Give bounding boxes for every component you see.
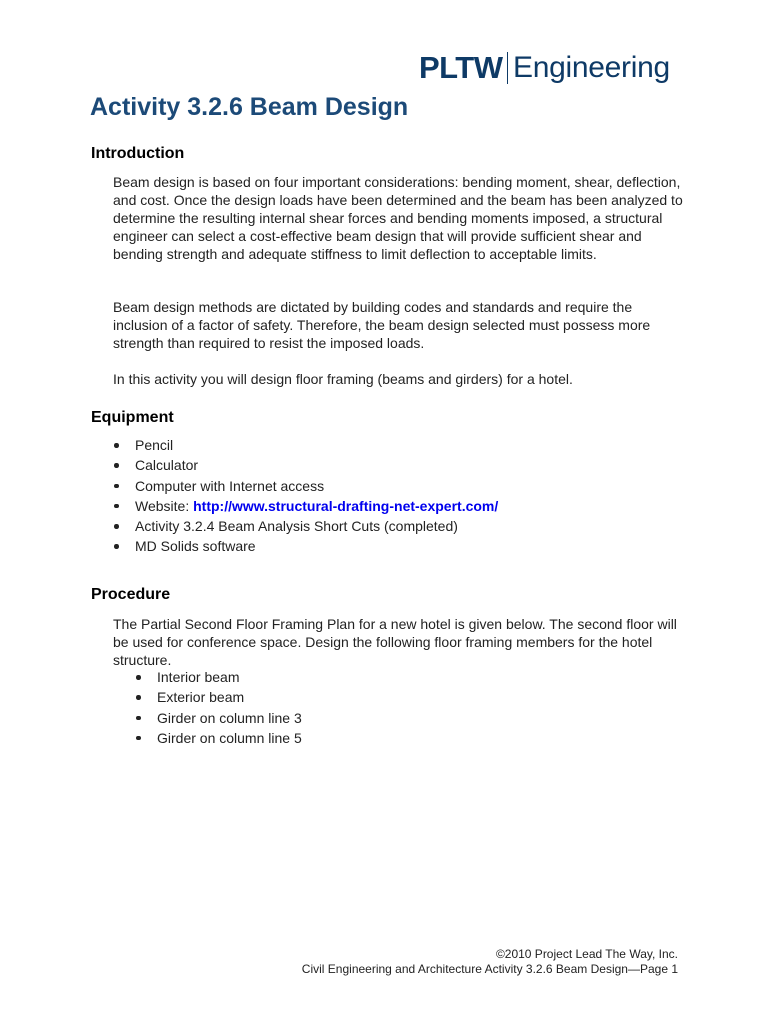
equipment-heading: Equipment <box>91 409 174 426</box>
website-label: Website: <box>135 497 194 514</box>
logo-brand: PLTW <box>419 50 503 85</box>
list-item: Computer with Internet access <box>113 476 498 496</box>
list-item: Interior beam <box>135 667 302 687</box>
logo-divider <box>507 52 509 84</box>
introduction-paragraph-1: Beam design is based on four important considerations: bending moment, shear, deflection, and cost. Once the design loads have been determined and the beam has been analyzed to determine the resulting internal shear forces and bending moments imposed, a structural engineer can select a cost-effective beam design that will provide sufficient shear and bending strength and adequate stiffness to limit deflection to acceptable limits. <box>113 174 683 262</box>
introduction-heading: Introduction <box>91 145 185 162</box>
copyright-text: ©2010 Project Lead The Way, Inc. <box>495 947 678 961</box>
list-item-website <box>113 496 498 516</box>
list-item: Pencil <box>113 435 498 455</box>
equipment-list <box>113 435 498 557</box>
procedure-paragraph: The Partial Second Floor Framing Plan for a new hotel is given below. The second floor will be used for conference space. Design the following floor framing members for the hotel structure. <box>113 616 677 668</box>
procedure-list <box>135 667 302 748</box>
page-title: Activity 3.2.6 Beam Design <box>90 93 409 121</box>
website-link[interactable]: http://www.structural-drafting-net-expert.com/ <box>193 497 499 514</box>
list-item: Exterior beam <box>135 687 302 707</box>
pltw-engineering-logo <box>419 48 670 88</box>
page-footer <box>302 947 678 977</box>
footer-course-line: Civil Engineering and Architecture Activity 3.2.6 Beam Design—Page 1 <box>301 962 678 976</box>
introduction-paragraph-2: Beam design methods are dictated by building codes and standards and require the inclusion of a factor of safety. Therefore, the beam design selected must possess more strength than required to resist the imposed loads. <box>113 299 651 351</box>
list-item: Activity 3.2.4 Beam Analysis Short Cuts (completed) <box>113 516 498 536</box>
procedure-heading: Procedure <box>91 586 171 603</box>
introduction-paragraph-3: In this activity you will design floor framing (beams and girders) for a hotel. <box>113 371 573 387</box>
logo-subbrand: Engineering <box>513 51 670 84</box>
list-item: Girder on column line 5 <box>135 728 302 748</box>
list-item: Girder on column line 3 <box>135 708 302 728</box>
list-item: Calculator <box>113 455 498 475</box>
list-item: MD Solids software <box>113 536 498 556</box>
